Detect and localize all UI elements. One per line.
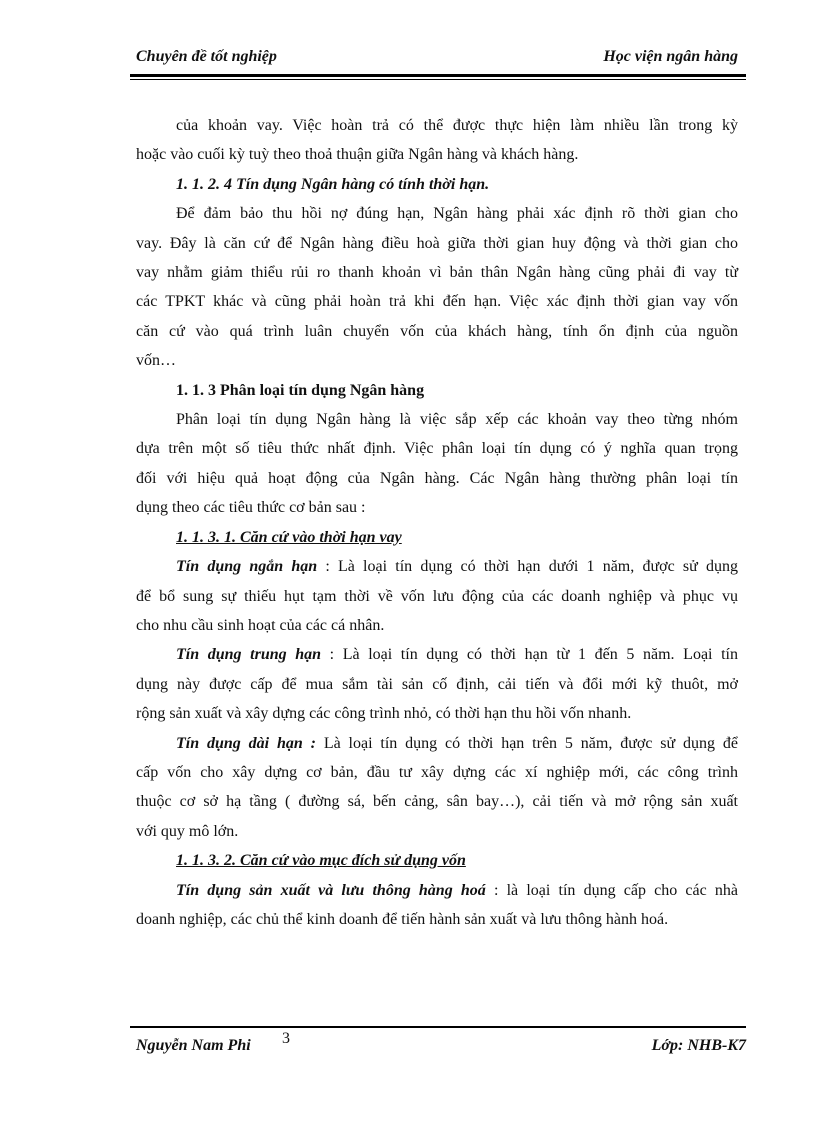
paragraph-line: thuộc cơ sở hạ tầng ( đường sá, bến cảng, sân bay…), cải tiến và mở rộng sản xuất	[136, 793, 738, 811]
header-rule-thin	[130, 79, 746, 80]
header-right: Học viện ngân hàng	[603, 48, 738, 65]
heading-1-1-3-1-text: 1. 1. 3. 1. Căn cứ vào thời hạn vay	[176, 528, 402, 546]
term-production-trade-credit: Tín dụng sản xuất và lưu thông hàng hoá	[176, 881, 486, 899]
paragraph-line	[136, 729, 738, 758]
term-long-term-credit: Tín dụng dài hạn :	[176, 734, 316, 752]
paragraph-line: của khoản vay. Việc hoàn trả có thể được thực hiện làm nhiều lần trong kỳ	[176, 117, 738, 134]
header-rule-thick	[130, 74, 746, 77]
paragraph-line: cho nhu cầu sinh hoạt của các cá nhân.	[136, 616, 385, 634]
paragraph-line: doanh nghiệp, các chủ thể kinh doanh để tiến hành sản xuất và lưu thông hành hoá.	[136, 910, 669, 928]
paragraph-line: Phân loại tín dụng Ngân hàng là việc sắp xếp các khoản vay theo từng nhóm	[176, 411, 738, 429]
footer-rule	[130, 1026, 746, 1028]
paragraph-line: hoặc vào cuối kỳ tuỳ theo thoả thuận giữa Ngân hàng và khách hàng.	[136, 146, 579, 164]
term-medium-term-credit: Tín dụng trung hạn	[176, 646, 322, 664]
term-short-term-credit: Tín dụng ngắn hạn	[176, 558, 318, 576]
heading-1-1-3: 1. 1. 3 Phân loại tín dụng Ngân hàng	[176, 381, 425, 399]
page-body	[136, 111, 738, 934]
footer-author: Nguyễn Nam Phi	[136, 1037, 251, 1054]
paragraph-line	[136, 876, 738, 905]
paragraph-line: dụng theo các tiêu thức cơ bản sau :	[136, 499, 366, 517]
paragraph-line: đối với hiệu quả hoạt động của Ngân hàng. Các Ngân hàng thường phân loại tín	[136, 469, 738, 487]
footer-class: Lớp: NHB-K7	[651, 1037, 746, 1054]
paragraph-line: vay. Đây là căn cứ để Ngân hàng điều hoà giữa thời gian huy động và thời gian cho	[136, 234, 738, 252]
term-definition: : Là loại tín dụng có thời hạn dưới 1 năm, được sử dụng	[317, 558, 738, 576]
term-definition: : Là loại tín dụng có thời hạn từ 1 đến 5 năm. Loại tín	[321, 646, 738, 664]
paragraph-line: để bổ sung sự thiếu hụt tạm thời về vốn lưu động của các doanh nghiệp và phục vụ	[136, 587, 738, 605]
paragraph-line: các TPKT khác và cũng phải hoàn trả khi đến hạn. Việc xác định thời gian vay vốn	[136, 293, 738, 311]
paragraph-line: căn cứ vào quá trình luân chuyển vốn của khách hàng, tính ổn định của nguồn	[136, 322, 738, 340]
paragraph-line: dựa trên một số tiêu thức nhất định. Việc phân loại tín dụng có ý nghĩa quan trọng	[136, 440, 738, 458]
paragraph-line: vay nhằm giảm thiểu rủi ro thanh khoản vì bản thân Ngân hàng cũng phải đi vay từ	[136, 264, 738, 282]
heading-1-1-3-1	[136, 523, 738, 552]
header-left: Chuyên đề tốt nghiệp	[136, 48, 277, 65]
heading-1-1-3-2	[136, 846, 738, 875]
term-definition: Là loại tín dụng có thời hạn trên 5 năm, được sử dụng để	[315, 734, 739, 752]
paragraph-line: Để đảm bảo thu hồi nợ đúng hạn, Ngân hàng phải xác định rõ thời gian cho	[176, 205, 738, 223]
paragraph-line: dụng này được cấp để mua sắm tài sản cố định, cải tiến và đổi mới kỹ thuôt, mở	[136, 675, 738, 693]
paragraph-line	[136, 640, 738, 669]
paragraph-line: rộng sản xuất và xây dựng các công trình nhỏ, có thời hạn thu hồi vốn nhanh.	[136, 705, 632, 723]
heading-1-1-3-2-text: 1. 1. 3. 2. Căn cứ vào mục đích sử dụng vốn	[176, 852, 466, 870]
paragraph-line: cấp vốn cho xây dựng cơ bản, đầu tư xây dựng các xí nghiệp mới, các công trình	[136, 763, 738, 781]
term-definition: : là loại tín dụng cấp cho các nhà	[485, 881, 738, 899]
page-number: 3	[282, 1030, 290, 1047]
heading-1-1-2-4: 1. 1. 2. 4 Tín dụng Ngân hàng có tính thời hạn.	[176, 175, 490, 193]
paragraph-line: vốn…	[136, 352, 176, 370]
paragraph-line: với quy mô lớn.	[136, 822, 239, 840]
paragraph-line	[136, 552, 738, 581]
